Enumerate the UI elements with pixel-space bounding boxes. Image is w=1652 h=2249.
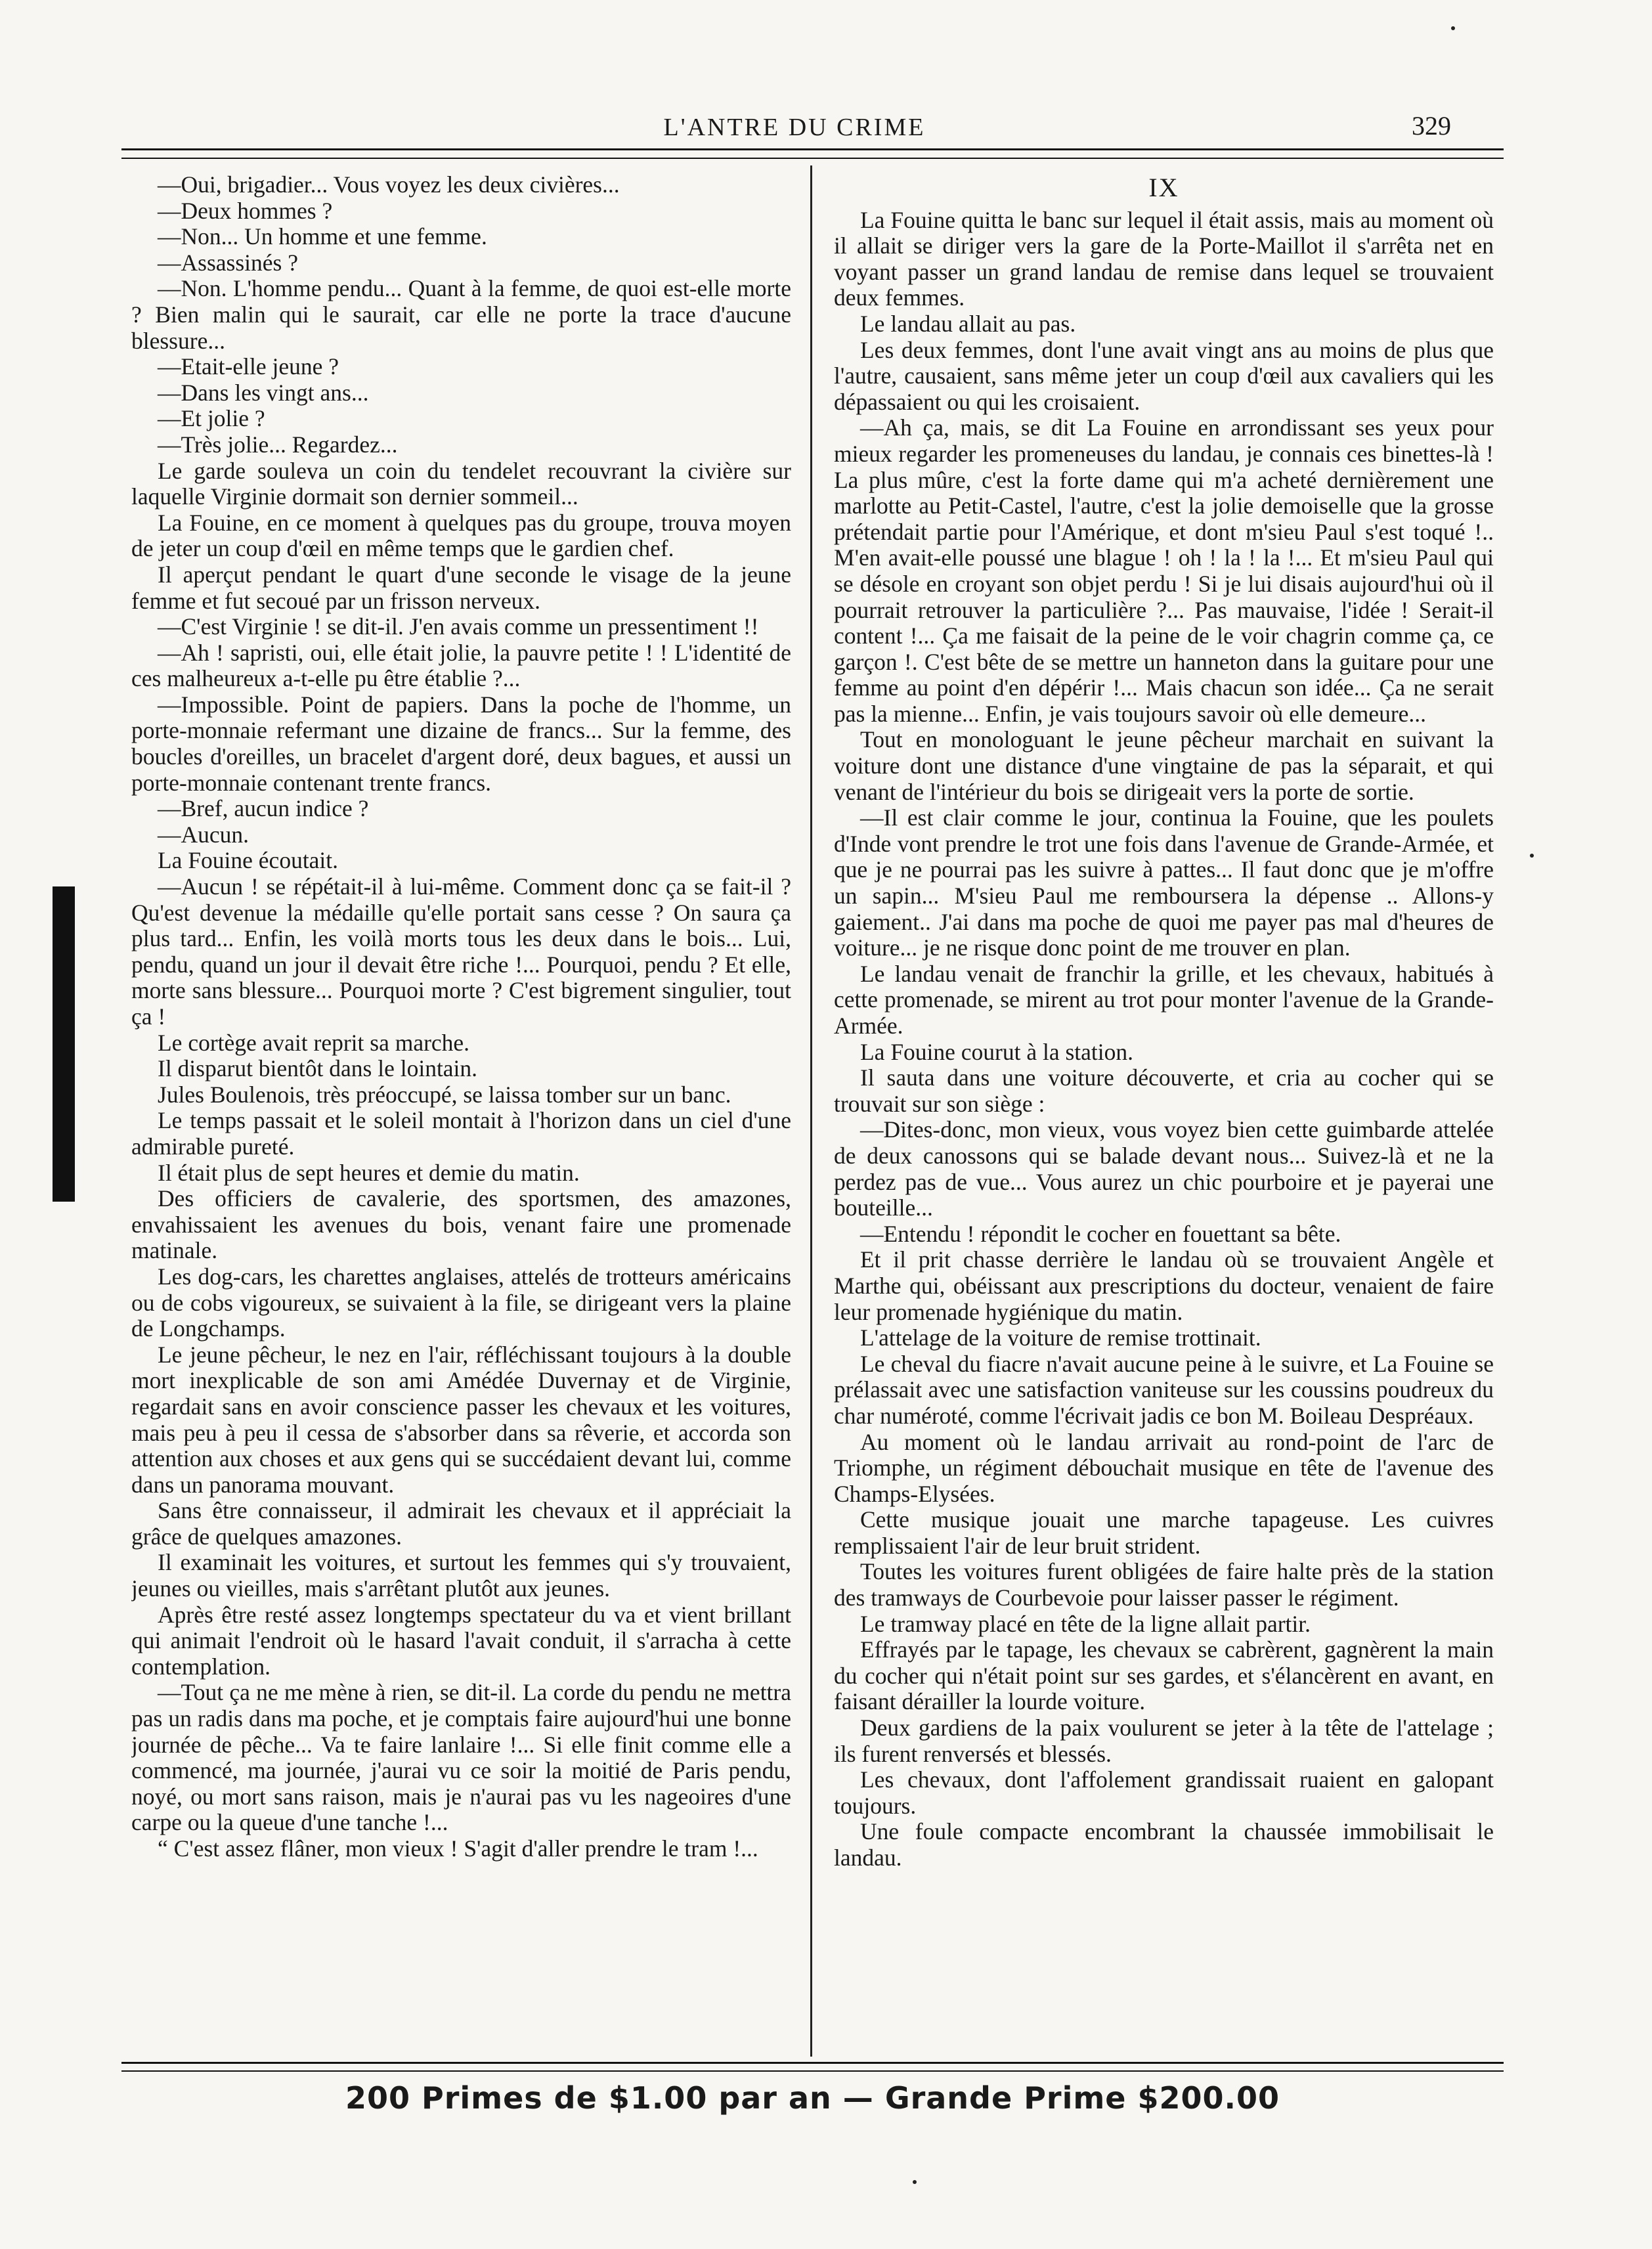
paragraph: Effrayés par le tapage, les chevaux se cabrèrent, gagnèrent la main du cocher qui n'était point sur ses gardes, et s'élancèrent en avant, en faisant dérailler la lourde voiture.: [834, 1636, 1494, 1715]
footer-rule-thin: [121, 2070, 1504, 2072]
paragraph: Les deux femmes, dont l'une avait vingt ans au moins de plus que l'autre, causaient, sans même jeter un coup d'œil aux cavaliers qui les dépassaient ou qui les croisaient.: [834, 336, 1494, 415]
paragraph: Deux gardiens de la paix voulurent se jeter à la tête de l'attelage ; ils furent renversés et blessés.: [834, 1714, 1494, 1767]
paragraph: La Fouine courut à la station.: [860, 1038, 1134, 1065]
paragraph: Il sauta dans une voiture découverte, et cria au cocher qui se trouvait sur son siège :: [834, 1064, 1494, 1117]
paragraph: Après être resté assez longtemps spectateur du va et vient brillant qui animait l'endroit où le hasard l'avait conduit, il s'arracha à cette contemplation.: [131, 1601, 791, 1680]
paragraph: Tout en monologuant le jeune pêcheur marchait en suivant la voiture dont une distance d'une vingtaine de pas la séparait, et qui venant de l'intérieur du bois se dirigeait vers la porte de sortie.: [834, 726, 1494, 805]
paragraph: Le temps passait et le soleil montait à l'horizon dans un ciel d'une admirable pureté.: [131, 1107, 791, 1160]
paragraph: —Ah ça, mais, se dit La Fouine en arrondissant ses yeux pour mieux regarder les promeneuses du landau, je connais ces binettes-là ! La plus mûre, c'est la forte dame qui m'a acheté dernièrement une marlotte au Petit-Castel, l'autre, c'est la jolie demoiselle que la grosse prétendait partie pour l'Amérique, et dont m'sieu Paul s'est toqué !.. M'en avait-elle poussé une blague ! oh ! la ! la !... Et m'sieu Paul qui se désole en croyant son objet perdu ! Si je lui disais aujourd'hui où il pourrait retrouver la particulière ?... Pas mauvaise, l'idée ! Serait-il content !... Ça me faisait de la peine de le voir chagrin comme ça, ce garçon !. C'est bête de se mettre un hanneton dans la guitare pour une femme au point d'en dépérir !... Mais chacun son idée... Ça ne serait pas la mienne... Enfin, je vais toujours savoir où elle demeure...: [834, 414, 1494, 727]
paragraph: Les dog-cars, les charettes anglaises, attelés de trotteurs américains ou de cobs vigoureux, se suivaient à la file, se dirigeant vers la plaine de Longchamps.: [131, 1263, 791, 1342]
paragraph: —Il est clair comme le jour, continua la Fouine, que les poulets d'Inde vont prendre le trot une fois dans l'avenue de Grande-Armée, et que je ne pourrai pas les suivre à pattes... Il faut donc que je m'offre un sapin... M'sieu Paul me remboursera la dépense .. Allons-y gaiement.. J'ai dans ma poche de quoi me payer pas mal d'heures de voiture... je ne risque donc point de me trouver en plan.: [834, 804, 1494, 961]
scan-speck: [1530, 854, 1534, 858]
paragraph: La Fouine, en ce moment à quelques pas du groupe, trouva moyen de jeter un coup d'œil en même temps que le gardien chef.: [131, 509, 791, 562]
paragraph: —Aucun ! se répétait-il à lui-même. Comment donc ça se fait-il ? Qu'est devenue la médaille qu'elle portait sans cesse ? On saura ça plus tard... Enfin, les voilà morts tous les deux dans le bois... Lui, pendu, quand un jour il devait être riche !... Pourquoi, pendu ? Et elle, morte sans blessure... Pourquoi morte ? C'est bigrement singulier, tout ça !: [131, 873, 791, 1030]
running-title: L'ANTRE DU CRIME: [663, 114, 926, 141]
paragraph: Le cheval du fiacre n'avait aucune peine à le suivre, et La Fouine se prélassait avec une satisfaction vaniteuse sur les coussins poudreux du char numéroté, comme l'écrivait jadis ce bon M. Boileau Despréaux.: [834, 1350, 1494, 1429]
paragraph: Les chevaux, dont l'affolement grandissait ruaient en galopant toujours.: [834, 1766, 1494, 1819]
scan-edge-mark: [53, 886, 75, 1202]
paragraph: Et il prit chasse derrière le landau où se trouvaient Angèle et Marthe qui, obéissant aux prescriptions du docteur, venaient de faire leur promenade hygiénique du matin.: [834, 1246, 1494, 1325]
paragraph: —Non. L'homme pendu... Quant à la femme, de quoi est-elle morte ? Bien malin qui le saurait, car elle ne porte la trace d'aucune blessure...: [131, 275, 791, 354]
right-column: [834, 172, 1494, 2050]
footer-rule: [121, 2062, 1504, 2064]
paragraph: Cette musique jouait une marche tapageuse. Les cuivres remplissaient l'air de leur bruit strident.: [834, 1506, 1494, 1559]
paragraph: —Assassinés ?: [158, 249, 298, 276]
paragraph: —Et jolie ?: [158, 405, 265, 432]
paragraph: —Oui, brigadier... Vous voyez les deux civières...: [158, 172, 620, 198]
paragraph: Une foule compacte encombrant la chaussée immobilisait le landau.: [834, 1818, 1494, 1871]
paragraph: —Entendu ! répondit le cocher en fouettant sa bête.: [860, 1220, 1341, 1247]
paragraph: —Tout ça ne me mène à rien, se dit-il. La corde du pendu ne mettra pas un radis dans ma poche, et je comptais faire aujourd'hui une bonne journée de pêche... Va te faire lanlaire !... Si elle finit comme elle a commencé, ma journée, j'aurai vu ce soir la moitié de Paris pendu, noyé, ou mort sans raison, mais je n'aurai pas vu les nageoires d'une carpe ou la queue d'une tanche !...: [131, 1679, 791, 1836]
paragraph: Sans être connaisseur, il admirait les chevaux et il appréciait la grâce de quelques amazones.: [131, 1497, 791, 1550]
paragraph: —Impossible. Point de papiers. Dans la poche de l'homme, un porte-monnaie refermant une dizaine de francs... Sur la femme, des boucles d'oreilles, un bracelet d'argent doré, deux bagues, et aussi un porte-monnaie contenant trente francs.: [131, 691, 791, 796]
paragraph: —Etait-elle jeune ?: [158, 353, 339, 380]
header-rule: [121, 148, 1504, 150]
paragraph: Il était plus de sept heures et demie du matin.: [158, 1159, 580, 1186]
paragraph: La Fouine écoutait.: [158, 847, 339, 874]
paragraph: Il aperçut pendant le quart d'une seconde le visage de la jeune femme et fut secoué par un frisson nerveux.: [131, 561, 791, 614]
scan-speck: [1451, 26, 1455, 30]
paragraph: Le garde souleva un coin du tendelet recouvrant la civière sur laquelle Virginie dormait son dernier sommeil...: [131, 457, 791, 510]
paragraph: L'attelage de la voiture de remise trottinait.: [860, 1324, 1261, 1351]
paragraph: Au moment où le landau arrivait au rond-point de l'arc de Triomphe, un régiment débouchait musique en tête de l'avenue des Champs-Elysées.: [834, 1428, 1494, 1507]
paragraph: —Aucun.: [158, 821, 250, 848]
paragraph: La Fouine quitta le banc sur lequel il était assis, mais au moment où il allait se diriger vers la gare de la Porte-Maillot il s'arrêta net en voyant passer un grand landau de remise dans lequel se trouvaient deux femmes.: [834, 206, 1494, 311]
paragraph: “ C'est assez flâner, mon vieux ! S'agit d'aller prendre le tram !...: [158, 1835, 758, 1862]
paragraph: Jules Boulenois, très préoccupé, se laissa tomber sur un banc.: [158, 1081, 731, 1108]
paragraph: —Très jolie... Regardez...: [158, 431, 398, 458]
left-column: [131, 172, 791, 2050]
paragraph: Le cortège avait reprit sa marche.: [158, 1029, 470, 1056]
paragraph: Le tramway placé en tête de la ligne allait partir.: [860, 1610, 1311, 1637]
chapter-number: IX: [1148, 173, 1179, 202]
paragraph: —Bref, aucun indice ?: [158, 795, 369, 822]
paragraph: Des officiers de cavalerie, des sportsmen, des amazones, envahissaient les avenues du bois, venant faire une promenade matinale.: [131, 1185, 791, 1264]
paragraph: Il examinait les voitures, et surtout les femmes qui s'y trouvaient, jeunes ou vieilles, mais s'arrêtant plutôt aux jeunes.: [131, 1549, 791, 1602]
paragraph: —C'est Virginie ! se dit-il. J'en avais comme un pressentiment !!: [158, 613, 759, 640]
paragraph: —Non... Un homme et une femme.: [158, 223, 487, 250]
paragraph: Toutes les voitures furent obligées de faire halte près de la station des tramways de Courbevoie pour laisser passer le régiment.: [834, 1558, 1494, 1611]
paragraph: Il disparut bientôt dans le lointain.: [158, 1055, 478, 1082]
header-rule-thin: [121, 158, 1504, 159]
paragraph: Le landau allait au pas.: [860, 310, 1076, 337]
scan-speck: [913, 2180, 917, 2184]
paragraph: —Deux hommes ?: [158, 197, 333, 224]
paragraph: Le jeune pêcheur, le nez en l'air, réfléchissant toujours à la double mort inexplicable de son ami Amédée Duvernay et de Virginie, regardait sans en avoir conscience passer les chevaux et les voitures, mais peu à peu il cessa de s'absorber dans sa rêverie, et accorda son attention aux choses et aux gens qui se succédaient devant lui, comme dans un panorama mouvant.: [131, 1341, 791, 1498]
column-divider: [810, 165, 812, 2057]
page-number: 329: [1412, 111, 1451, 141]
paragraph: Le landau venait de franchir la grille, et les chevaux, habitués à cette promenade, se mirent au trot pour monter l'avenue de la Grande-Armée.: [834, 960, 1494, 1039]
paragraph: —Ah ! sapristi, oui, elle était jolie, la pauvre petite ! ! L'identité de ces malheureux a-t-elle pu être établie ?...: [131, 639, 791, 692]
paragraph: —Dans les vingt ans...: [158, 379, 369, 406]
footer-banner: 200 Primes de $1.00 par an — Grande Prime $200.00: [345, 2080, 1280, 2116]
paragraph: —Dites-donc, mon vieux, vous voyez bien cette guimbarde attelée de deux canossons qui se balade devant nous... Suivez-là et ne la perdez pas de vue... Vous aurez un chic pourboire et je payerai une bouteille...: [834, 1116, 1494, 1221]
